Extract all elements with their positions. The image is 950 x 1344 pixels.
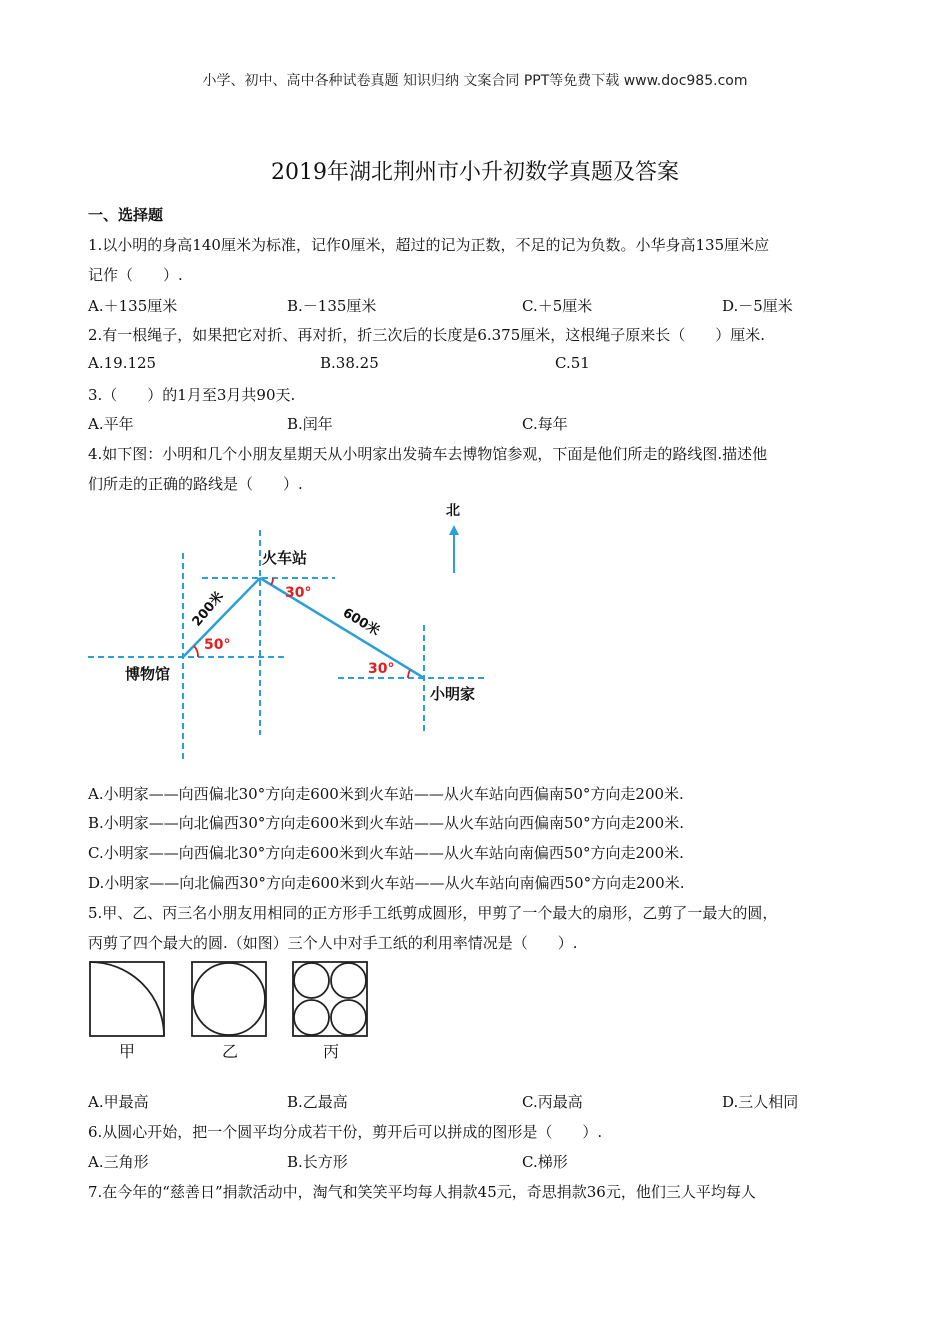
q1-option-b: B.－135厘米 [287,297,377,315]
page-header: 小学、初中、高中各种试卷真题 知识归纳 文案合同 PPT等免费下载 www.doc985.com [202,73,748,89]
q1-line2: 记作（ ）. [88,266,183,284]
north-label: 北 [446,503,460,519]
q2-option-b: B.38.25 [320,354,379,372]
home-label: 小明家 [430,685,476,703]
distance-600-label: 600米 [339,605,383,640]
circle-bing-4 [331,1000,366,1035]
q5-option-b: B.乙最高 [287,1093,348,1111]
q3-option-a: A.平年 [88,415,134,433]
station-label: 火车站 [262,549,308,567]
q2-option-a: A.19.125 [88,354,157,372]
quarter-circle-jia [90,962,164,1036]
circle-bing-2 [331,963,366,998]
q1-option-a: A.＋135厘米 [88,297,178,315]
q3-option-c: C.每年 [522,415,568,433]
q4-option-c: C.小明家——向西偏北30°方向走600米到火车站——从火车站向南偏西50°方向走200米. [88,844,684,862]
q7-line1: 7.在今年的“慈善日”捐款活动中，淘气和笑笑平均每人捐款45元，奇思捐款36元，他们三人平均每人 [88,1183,756,1201]
q2-option-c: C.51 [555,354,590,372]
label-yi: 乙 [222,1042,239,1061]
square-jia [90,962,164,1036]
circle-yi [193,963,265,1035]
angle-50-label: 50° [204,637,231,653]
q1-line1: 1.以小明的身高140厘米为标准，记作0厘米，超过的记为正数，不足的记为负数。小华身高135厘米应 [88,236,770,254]
angle-30-home-label: 30° [368,661,395,677]
section-heading: 一、选择题 [88,206,164,224]
q5-option-d: D.三人相同 [722,1093,799,1111]
q3-option-b: B.闰年 [287,415,333,433]
label-jia: 甲 [119,1042,136,1061]
angle-arc-50 [194,646,198,657]
q5-option-c: C.丙最高 [522,1093,583,1111]
q4-line1: 4.如下图：小明和几个小朋友星期天从小明家出发骑车去博物馆参观，下面是他们所走的路线图.描述他 [88,445,768,463]
circle-bing-3 [294,1000,329,1035]
distance-200-label: 200米 [189,589,227,630]
q6-option-a: A.三角形 [88,1153,149,1171]
square-bing [293,962,367,1036]
q5-line1: 5.甲、乙、丙三名小朋友用相同的正方形手工纸剪成圆形，甲剪了一个最大的扇形，乙剪了一最大的圆， [88,904,778,922]
route-diagram [80,495,500,770]
angle-arc-30-home [408,670,410,678]
paper-cutting-figure [85,958,380,1063]
museum-label: 博物馆 [125,665,171,683]
angle-arc-30-station [271,578,273,585]
q2-line1: 2.有一根绳子，如果把它对折、再对折，折三次后的长度是6.375厘米，这根绳子原来长（ ）厘米. [88,326,766,344]
page-title: 2019年湖北荆州市小升初数学真题及答案 [271,160,679,185]
north-arrow-icon [449,525,459,535]
q5-option-a: A.甲最高 [88,1093,149,1111]
q1-option-c: C.＋5厘米 [522,297,593,315]
circle-bing-1 [294,963,329,998]
q6-option-c: C.梯形 [522,1153,568,1171]
q3-line1: 3.（ ）的1月至3月共90天. [88,386,296,404]
q4-line2: 们所走的正确的路线是（ ）. [88,475,303,493]
q1-option-d: D.－5厘米 [722,297,793,315]
angle-30-station-label: 30° [285,585,312,601]
q6-option-b: B.长方形 [287,1153,348,1171]
q5-line2: 丙剪了四个最大的圆.（如图）三个人中对手工纸的利用率情况是（ ）. [88,934,578,952]
label-bing: 丙 [323,1042,340,1061]
q4-option-b: B.小明家——向北偏西30°方向走600米到火车站——从火车站向西偏南50°方向走200米. [88,814,684,832]
q4-option-a: A.小明家——向西偏北30°方向走600米到火车站——从火车站向西偏南50°方向走200米. [88,785,684,803]
q6-line1: 6.从圆心开始，把一个圆平均分成若干份，剪开后可以拼成的图形是（ ）. [88,1123,603,1141]
q4-option-d: D.小明家——向北偏西30°方向走600米到火车站——从火车站向南偏西50°方向走200米. [88,874,685,892]
